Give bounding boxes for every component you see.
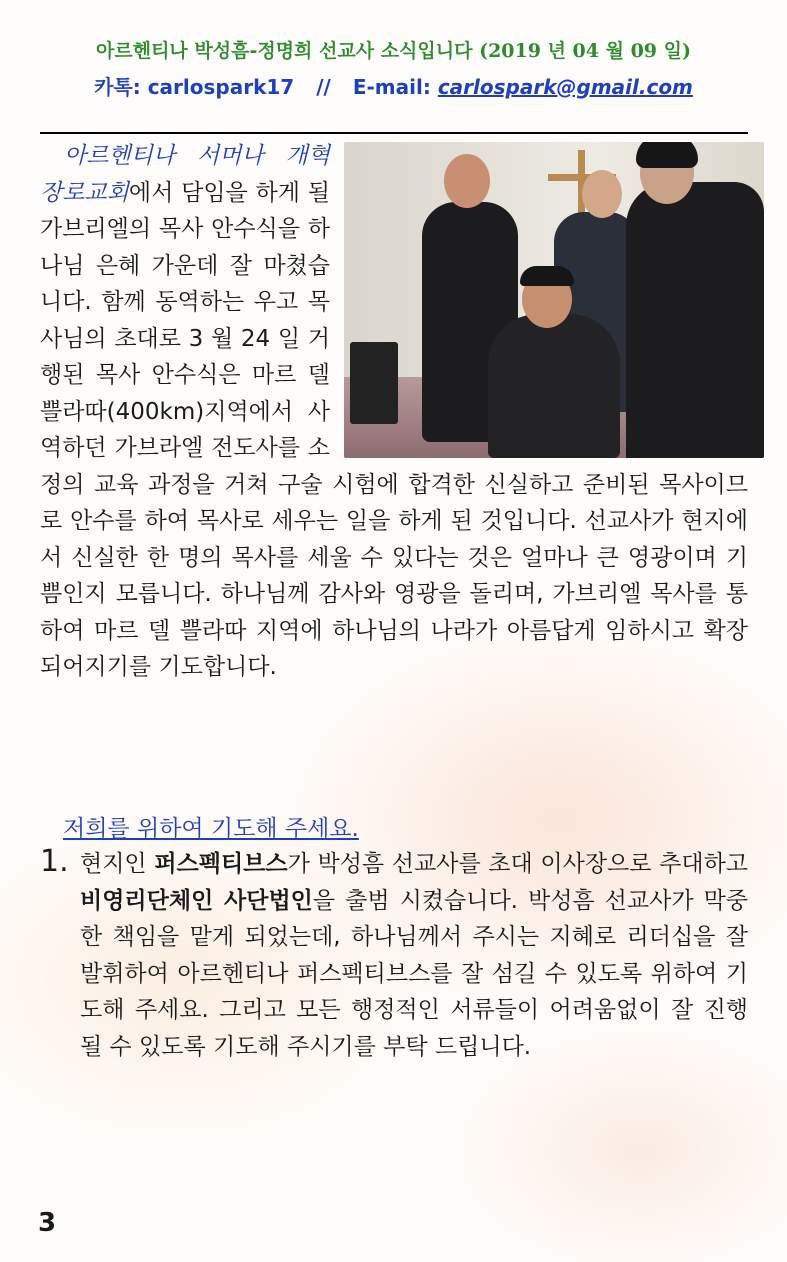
person-head <box>582 170 622 218</box>
page-number: 3 <box>38 1208 57 1238</box>
contact-separator: // <box>316 75 331 99</box>
newsletter-date: (2019 년 04 월 09 일) <box>479 40 691 62</box>
email-label: E-mail: <box>352 75 438 99</box>
org-type: 비영리단체인 사단법인 <box>80 887 313 914</box>
email-link[interactable]: carlospark@gmail.com <box>437 75 693 99</box>
contact-line <box>0 71 787 100</box>
prayer-text-part: 가 박성흠 선교사를 초대 이사장으로 추대하고 <box>287 851 749 877</box>
person-kneeling <box>488 314 620 458</box>
org-name: 퍼스펙티브스 <box>154 851 288 877</box>
newsletter-title-text: 아르헨티나 박성흠-정명희 선교사 소식입니다 <box>96 40 480 62</box>
prayer-text-part: 을 출범 시켰습니다. 박성흠 선교사가 막중한 책임을 맡게 되었는데, 하나님께서 주시는 지혜로 리더십을 잘 발휘하여 아르헨티나 퍼스펙티브스를 잘 섬길 수 있도록 위하여 기도해 주세요. 그리고 모든 행정적인 서류들이 어려움없이 잘 진행 될 수 있도록 기도해 주시기를 부탁 드립니다. <box>80 887 749 1060</box>
speaker-shape <box>350 342 398 424</box>
newsletter-title <box>0 36 787 63</box>
prayer-text-part: 현지인 <box>80 851 155 877</box>
person-head <box>444 154 490 208</box>
prayer-item-text <box>80 846 748 1065</box>
person-standing-right <box>626 182 764 458</box>
article-body: 에서 담임을 하게 될 가브리엘의 목사 안수식을 하나님 은혜 가운데 잘 마쳤습니다. 함께 동역하는 우고 목사님의 초대로 3 월 24 일 거행된 목사 안수식은 마르 델 쁠라따(400km)지역에서 사역하던 가브라엘 전도사를 소정의 교육 과정을 거쳐 구술 시험에 합격한 신실하고 준비된 목사이므로 안수를 하여 목사로 세우는 일을 하게 된 것입니다. 선교사가 현지에서 신실한 한 명의 목사를 세울 수 있다는 것은 얼마나 큰 영광이며 기쁨인지 모릅니다. 하나님께 감사와 영광을 돌리며, 가브리엘 목사를 통하여 마르 델 쁠라따 지역에 하나님의 나라가 아름답게 임하시고 확장되어지기를 기도합니다. <box>40 179 748 680</box>
person-hair <box>636 142 698 168</box>
prayer-item-number: 1. <box>40 844 69 879</box>
church-name: 아르헨티나 서머나 개혁 장로교회 <box>40 143 330 206</box>
ordination-photo <box>344 142 764 458</box>
prayer-request-title: 저희를 위하여 기도해 주세요. <box>63 816 359 842</box>
article <box>40 138 748 686</box>
header-divider <box>40 132 748 134</box>
kakao-id: 카톡: carlospark17 <box>94 75 295 99</box>
person-hair <box>520 266 574 286</box>
prayer-item <box>40 846 748 1065</box>
